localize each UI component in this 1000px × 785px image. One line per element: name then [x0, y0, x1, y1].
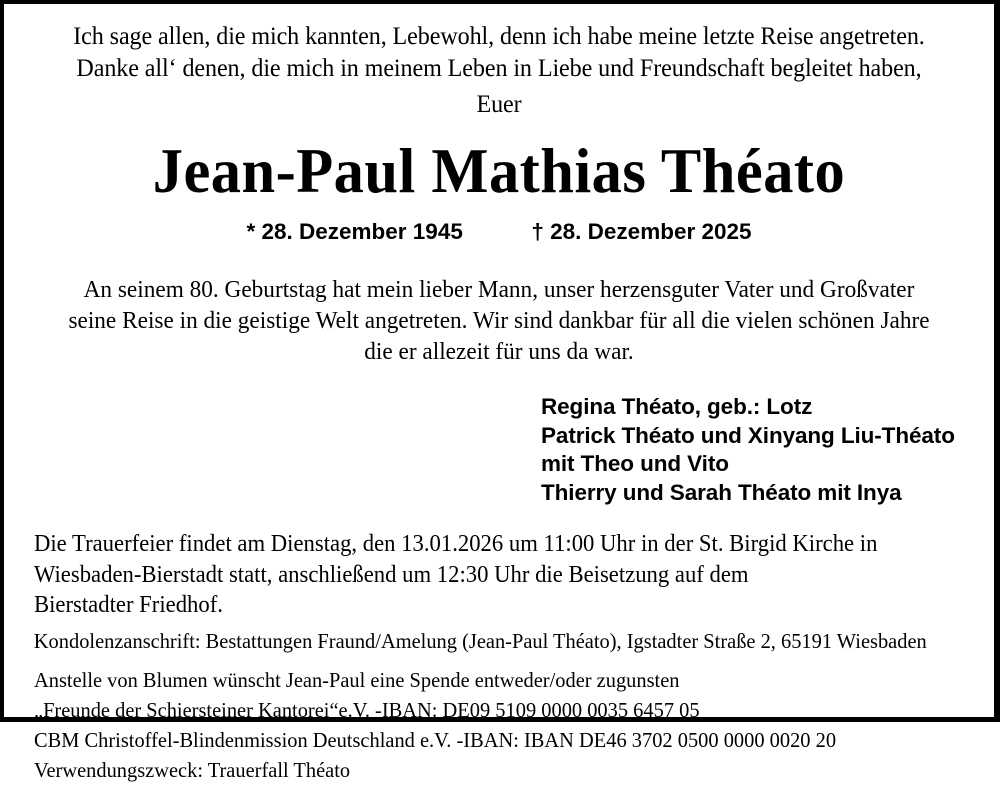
intro-line-2: Danke all‘ denen, die mich in meinem Leben in Liebe und Freundschaft begleitet haben,: [76, 53, 922, 82]
family-member-line: Patrick Théato und Xinyang Liu-Théato: [541, 422, 955, 448]
life-dates: [30, 218, 968, 246]
condolence-address: Kondolenzanschrift: Bestattungen Fraund/Amelung (Jean-Paul Théato), Igstadter Straße 2, 65191 Wiesbaden: [33, 628, 927, 653]
tribute-message: [30, 274, 968, 367]
deceased-name: Jean-Paul Mathias Théato: [152, 136, 846, 206]
surviving-family-list: [30, 393, 968, 507]
donation-reference: Verwendungszweck: Trauerfall Théato: [34, 757, 351, 782]
service-line-2: Wiesbaden-Bierstadt statt, anschließend um 12:30 Uhr die Beisetzung auf dem: [34, 561, 749, 588]
birth-date: * 28. Dezember 1945: [246, 219, 463, 244]
donation-recipient-1: „Freunde der Schiersteiner Kantorei“e.V. -IBAN: DE09 5109 0000 0035 6457 05: [34, 697, 700, 722]
funeral-service-details: [30, 529, 968, 621]
obituary-content: [4, 4, 994, 782]
donation-recipient-2: CBM Christoffel-Blindenmission Deutschland e.V. -IBAN: IBAN DE46 3702 0500 0000 0020 20: [34, 727, 837, 752]
donation-intro: Anstelle von Blumen wünscht Jean-Paul eine Spende entweder/oder zugunsten: [34, 667, 680, 692]
service-line-1: Die Trauerfeier findet am Dienstag, den 13.01.2026 um 11:00 Uhr in der St. Birgid Kirche in: [34, 531, 878, 557]
tribute-line-1: An seinem 80. Geburtstag hat mein lieber Mann, unser herzensguter Vater und Großvater: [83, 276, 915, 303]
death-date: † 28. Dezember 2025: [531, 219, 752, 244]
family-member-line: Thierry und Sarah Théato mit Inya: [541, 479, 902, 505]
intro-message: [30, 20, 968, 120]
intro-line-3-signoff: Euer: [476, 89, 522, 118]
donation-information: [30, 665, 968, 785]
tribute-line-2: seine Reise in die geistige Welt angetreten. Wir sind dankbar für all die vielen schönen Jahre: [68, 307, 930, 334]
service-line-3: Bierstadter Friedhof.: [34, 592, 223, 618]
family-member-line: Regina Théato, geb.: Lotz: [541, 394, 813, 419]
tribute-line-3: die er allezeit für uns da war.: [364, 338, 634, 365]
family-member-line: mit Theo und Vito: [541, 451, 729, 476]
intro-line-1: Ich sage allen, die mich kannten, Lebewohl, denn ich habe meine letzte Reise angetreten.: [73, 21, 925, 50]
